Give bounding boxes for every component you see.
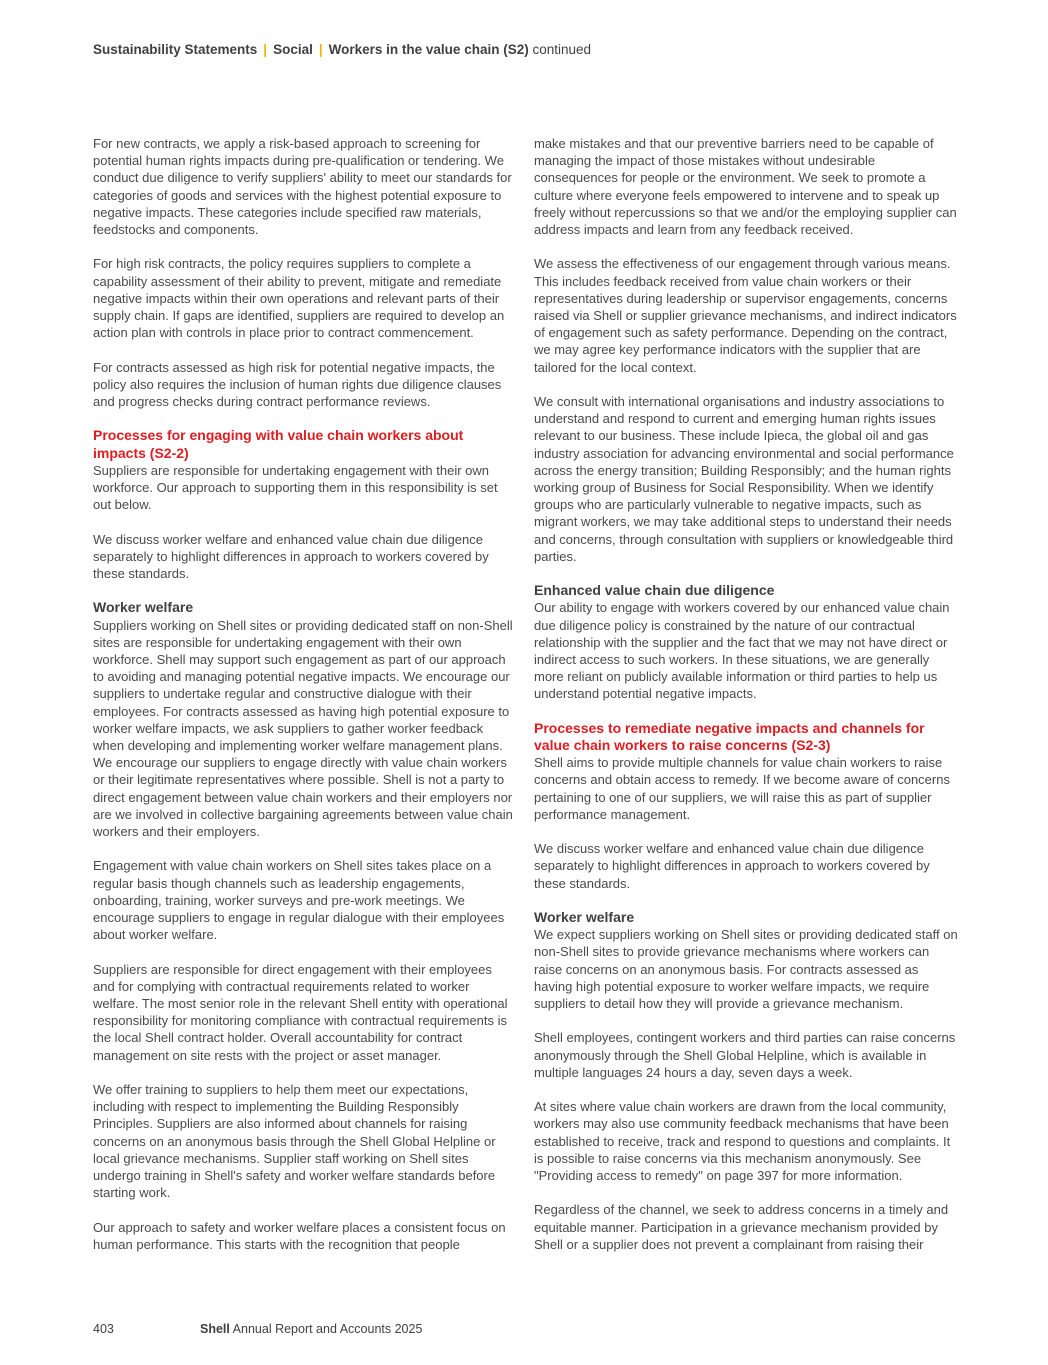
paragraph: Suppliers are responsible for direct engagement with their employees and for complying with contractual requirements related to worker welfare. The most senior role in the relevant Shell entity with operational responsibility for monitoring compliance with contractual requirements is the local Shell contract holder. Overall accountability for contract management on site rests with the project or asset manager. bbox=[93, 961, 508, 1063]
running-header bbox=[93, 42, 591, 57]
page-number: 403 bbox=[93, 1322, 114, 1336]
header-divider: | bbox=[318, 42, 323, 57]
paragraph: make mistakes and that our preventive barriers need to be capable of managing the impact of those mistakes without undesirable consequences for people or the environment. We seek to promote a culture where everyone feels empowered to intervene and to speak up freely without repercussions so that we and/or the employing supplier can address impacts and learn from any feedback received. bbox=[534, 136, 957, 238]
header-section: Sustainability Statements bbox=[93, 42, 258, 57]
paragraph: Shell aims to provide multiple channels for value chain workers to raise concerns and obtain access to remedy. If we become aware of concerns pertaining to one of our suppliers, we will raise this as part of supplier performance management. bbox=[534, 755, 950, 822]
subheading-enhanced-due-diligence: Enhanced value chain due diligence bbox=[534, 582, 775, 599]
paragraph: We offer training to suppliers to help them meet our expectations, including with respect to implementing the Building Responsibly Principles. Suppliers are also informed about channels for raising concerns on an anonymous basis through the Shell Global Helpline or local grievance mechanisms. Supplier staff working on Shell sites undergo training in Shell's safety and worker welfare standards before starting work. bbox=[93, 1082, 496, 1201]
paragraph: Our ability to engage with workers covered by our enhanced value chain due diligence policy is constrained by the nature of our contractual relationship with the supplier and the fact that we may not have direct or indirect access to such workers. In these situations, we are generally more reliant on publicly available information or third parties to help us understand potential negative impacts. bbox=[534, 600, 950, 702]
paragraph: Our approach to safety and worker welfare places a consistent focus on human performance. This starts with the recognition that people bbox=[93, 1219, 506, 1252]
page-footer bbox=[93, 1322, 422, 1336]
header-divider: | bbox=[263, 42, 268, 57]
paragraph: We discuss worker welfare and enhanced value chain due diligence separately to highlight differences in approach to workers covered by these standards. bbox=[93, 531, 489, 582]
paragraph: For new contracts, we apply a risk-based approach to screening for potential human rights impacts during pre-qualification or tendering. We conduct due diligence to verify suppliers' ability to meet our standards for categories of goods and services with the highest potential exposure to negative impacts. These categories include specified raw materials, feedstocks and components. bbox=[93, 136, 512, 238]
footer-report-title: Annual Report and Accounts 2025 bbox=[232, 1322, 423, 1336]
paragraph: Engagement with value chain workers on Shell sites takes place on a regular basis though channels such as leadership engagements, onboarding, training, worker surveys and pre-work meetings. We encourage suppliers to engage in regular dialogue with their employees about worker welfare. bbox=[93, 858, 505, 943]
subheading-worker-welfare: Worker welfare bbox=[534, 909, 635, 926]
section-heading-engaging: Processes for engaging with value chain workers about impacts (S2-2) bbox=[93, 427, 464, 461]
paragraph: We discuss worker welfare and enhanced value chain due diligence separately to highlight differences in approach to workers covered by these standards. bbox=[534, 841, 930, 891]
paragraph: We consult with international organisations and industry associations to understand and respond to current and emerging human rights issues relevant to our business. These include Ipieca, the global oil and gas industry association for advancing environmental and social performance across the energy transition; Building Responsibly; and the human rights working group of Business for Social Responsibility. When we identify groups who are particularly vulnerable to negative impacts, such as migrant workers, we may take additional steps to understand their needs and concerns, through consultation with suppliers or knowledgeable third parties. bbox=[534, 394, 954, 564]
paragraph: Suppliers working on Shell sites or providing dedicated staff on non-Shell sites are responsible for undertaking engagement with their own workforce. Shell may support such engagement as part of our approach to avoiding and managing potential negative impacts. We encourage our suppliers to undertake regular and constructive dialogue with their employees. For contracts assessed as having high potential exposure to worker welfare impacts, we ask suppliers to gather worker feedback when developing and implementing worker welfare management plans. We encourage our suppliers to engage directly with value chain workers or their legitimate representatives where possible. Shell is not a party to direct engagement between value chain workers and their employers nor are we involved in collective bargaining agreements between value chain workers and their employers. bbox=[93, 617, 513, 840]
paragraph: We assess the effectiveness of our engagement through various means. This includes feedback received from value chain workers or their representatives during leadership or supervisor engagements, concerns raised via Shell or supplier grievance mechanisms, and indirect indicators of engagement such as safety performance. Depending on the contract, we may agree key performance indicators with the supplier that are tailored for the local context. bbox=[534, 256, 957, 375]
paragraph: For high risk contracts, the policy requires suppliers to complete a capability assessment of their ability to prevent, mitigate and remediate negative impacts within their own operations and relevant parts of their supply chain. If gaps are identified, suppliers are required to develop an action plan with controls in place prior to contract commencement. bbox=[93, 256, 505, 341]
header-topic: Workers in the value chain (S2) bbox=[328, 42, 529, 57]
section-heading-remediate: Processes to remediate negative impacts and channels for value chain workers to raise concerns (S2-3) bbox=[534, 719, 925, 754]
header-continued: continued bbox=[532, 42, 592, 57]
left-column bbox=[93, 135, 517, 1253]
paragraph: Suppliers are responsible for undertaking engagement with their own workforce. Our approach to supporting them in this responsibility is set out below. bbox=[93, 462, 498, 513]
paragraph: At sites where value chain workers are drawn from the local community, workers may also use community feedback mechanisms that have been established to receive, track and respond to questions and complaints. It is possible to raise concerns via this mechanism anonymously. See "Providing access to remedy" on page 397 for more information. bbox=[534, 1099, 951, 1184]
subheading-worker-welfare: Worker welfare bbox=[93, 599, 194, 616]
paragraph: We expect suppliers working on Shell sites or providing dedicated staff on non-Shell sites to provide grievance mechanisms where workers can raise concerns on an anonymous basis. For contracts assessed as having high potential exposure to worker welfare impacts, we require suppliers to detail how they will provide a grievance mechanism. bbox=[534, 927, 958, 1012]
paragraph: Shell employees, contingent workers and third parties can raise concerns anonymously through the Shell Global Helpline, which is available in multiple languages 24 hours a day, seven days a week. bbox=[534, 1030, 956, 1080]
paragraph: Regardless of the channel, we seek to address concerns in a timely and equitable manner. Participation in a grievance mechanism provided by Shell or a supplier does not prevent a complainant from raising their bbox=[534, 1202, 949, 1252]
paragraph: For contracts assessed as high risk for potential negative impacts, the policy also requires the inclusion of human rights due diligence clauses and progress checks during contract performance reviews. bbox=[93, 359, 502, 410]
header-subsection: Social bbox=[273, 42, 313, 57]
footer-brand: Shell bbox=[200, 1322, 230, 1336]
right-column bbox=[534, 135, 959, 1253]
